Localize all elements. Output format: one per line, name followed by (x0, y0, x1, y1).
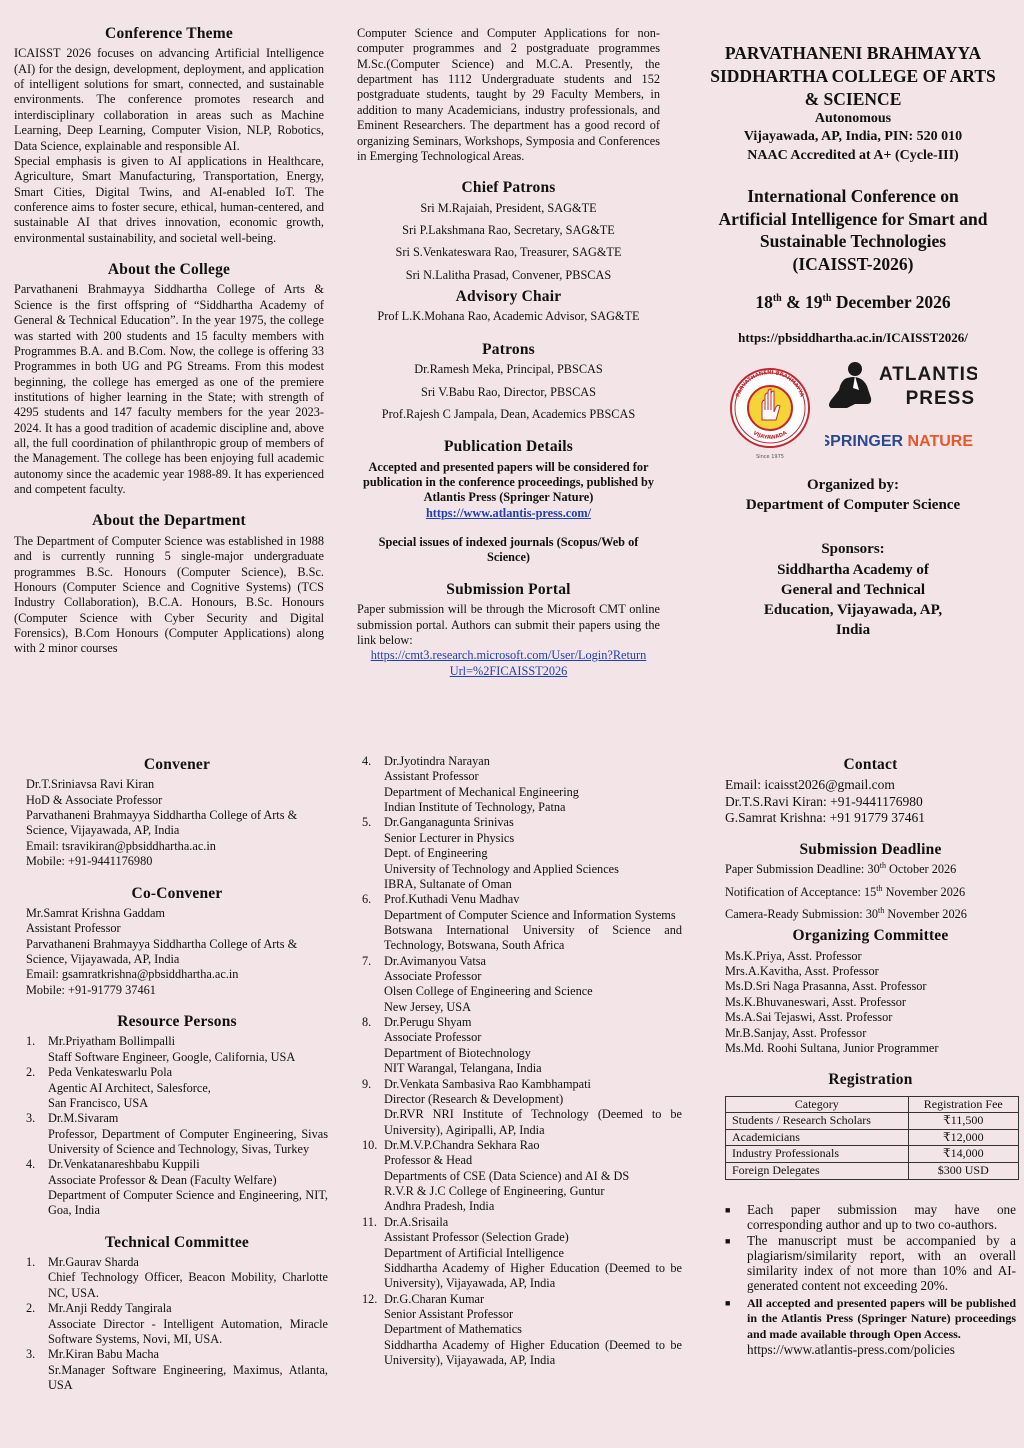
chief-patron-2: Sri P.Lakshmana Rao, Secretary, SAG&TE (402, 222, 615, 237)
about-college-heading: About the College (107, 261, 231, 279)
chief-patron-4: Sri N.Lalitha Prasad, Convener, PBSCAS (405, 267, 612, 282)
logos-row (680, 360, 1024, 460)
college-seal-logo (729, 360, 811, 460)
about-department-heading: About the Department (92, 512, 246, 530)
conference-title-line-3: Sustainable Technologies (759, 231, 947, 252)
resource-persons-list (26, 1034, 328, 1218)
chief-patrons-heading: Chief Patrons (461, 179, 556, 197)
conference-theme-paragraph-1: ICAISST 2026 focuses on advancing Artificial Intelligence (AI) for the design, development, deployment, and application of intelligent solutions for smart, connected, and sustainable environments. The conference promotes research and interdisciplinary collaboration in areas such as Machine Learning, Deep Learning, Computer Vision, NLP, Robotics, Data Science, explainable and responsible AI. (14, 46, 324, 153)
list-item: 8. Dr.Perugu Shyam Associate Professor Department of Biotechnology NIT Warangal, Telangana, India (362, 1015, 542, 1076)
list-item: Ms.D.Sri Naga Prasanna, Asst. Professor (725, 979, 927, 994)
conference-theme-paragraph-2: Special emphasis is given to AI applications in Healthcare, Agriculture, Smart Manufacturing, Transportation, Energy, Smart Cities, Digital Twins, and AI-enabled IoT. The conference aims to foster secure, ethical, human-centered, and sustainable AI that drives innovation, economic growth, environmental sustainability, and societal well-being. (14, 153, 324, 245)
list-item: ■ All accepted and presented papers will be published in the Atlantis Press (Springer Nature) proceedings and made available through Open Access. https://www.atlantis-press.com/policies (725, 1295, 1016, 1358)
list-item: Ms.K.Priya, Asst. Professor (725, 948, 862, 963)
cmt-submission-link[interactable]: https://cmt3.research.microsoft.com/User/Login?Return Url=%2FICAISST2026 (370, 648, 647, 678)
resource-persons-heading: Resource Persons (117, 1013, 237, 1031)
top-left-column (14, 24, 324, 657)
paper-submission-deadline: Paper Submission Deadline: 30th October 2026 (725, 861, 957, 877)
college-name-line-2: SIDDHARTHA COLLEGE OF ARTS (710, 65, 996, 86)
college-name-line-1: PARVATHANENI BRAHMAYYA (724, 43, 982, 63)
conference-acronym: (ICAISST-2026) (792, 254, 914, 275)
special-issues-text: Special issues of indexed journals (Scopus/Web of Science) (378, 535, 639, 565)
square-bullet-icon: ■ (725, 1204, 731, 1215)
autonomous-label: Autonomous (814, 111, 892, 127)
college-address: Vijayawada, AP, India, PIN: 520 010 (743, 129, 963, 145)
conference-theme-heading: Conference Theme (105, 25, 233, 42)
svg-text:PRESS: PRESS (905, 387, 975, 409)
technical-committee-heading: Technical Committee (105, 1233, 249, 1251)
list-item: 4. Dr.Jyotindra Narayan Assistant Professor Department of Mechanical Engineering Indian Institute of Technology, Patna (362, 754, 579, 815)
convener-mobile: Mobile: +91-9441176980 (26, 854, 153, 869)
advisory-chair-1: Prof L.K.Mohana Rao, Academic Advisor, SAG&TE (377, 309, 640, 324)
policies-link[interactable]: https://www.atlantis-press.com/policies (747, 1342, 955, 1358)
contact-details (725, 777, 1016, 826)
organized-by-label: Organized by: (806, 477, 900, 494)
submission-portal-text: Paper submission will be through the Microsoft CMT online submission portal. Authors can submit their papers using the link below: (357, 602, 660, 647)
list-item: 2. Peda Venkateswarlu Pola Agentic AI Architect, Salesforce, San Francisco, USA (26, 1065, 211, 1110)
convener-details: Dr.T.Sriniavsa Ravi Kiran HoD & Associate Professor Parvathaneni Brahmayya Siddhartha College of Arts & Science, Vijayawada, AP, India Email: tsravikiran@pbsiddhartha.ac.in Mobile: +91-9441176980 (26, 777, 328, 869)
list-item: 4. Dr.Venkatanareshbabu Kuppili Associate Professor & Dean (Faculty Welfare) Department of Computer Science and Engineering, NIT, Goa, India (26, 1157, 328, 1218)
publication-details-text: Accepted and presented papers will be considered for publication in the conference proceedings, published by Atlantis Press (Springer Nature) (363, 459, 654, 505)
svg-text:ATLANTIS: ATLANTIS (879, 363, 977, 385)
table-header: Category (726, 1096, 909, 1113)
list-item: Mr.B.Sanjay, Asst. Professor (725, 1025, 867, 1040)
registration-notes (725, 1202, 1016, 1358)
convener-email: Email: tsravikiran@pbsiddhartha.ac.in (26, 838, 216, 853)
patron-3: Prof.Rajesh C Jampala, Dean, Academics PBSCAS (381, 406, 636, 421)
list-item: ■ The manuscript must be accompanied by a plagiarism/similarity report, with an overall similarity index of not more than 10% and AI-generated content not exceeding 20%. (725, 1232, 1016, 1294)
conference-website-link[interactable]: https://pbsiddhartha.ac.in/ICAISST2026/ (738, 329, 968, 345)
technical-committee-list-continued (362, 754, 682, 1368)
sponsor-line-2: General and Technical (780, 581, 926, 598)
list-item: 3. Mr.Kiran Babu Macha Sr.Manager Software Engineering, Maximus, Atlanta, USA (26, 1347, 328, 1392)
top-middle-column (357, 26, 660, 679)
contact-email: Email: icaisst2026@gmail.com (725, 777, 895, 793)
list-item: Mrs.A.Kavitha, Asst. Professor (725, 964, 879, 979)
svg-text:Since 1975: Since 1975 (756, 454, 784, 461)
list-item: 5. Dr.Ganganagunta Srinivas Senior Lecturer in Physics Dept. of Engineering University of Technology and Applied Sciences IBRA, Sultanate of Oman (362, 815, 619, 891)
contact-phone-1: Dr.T.S.Ravi Kiran: +91-9441176980 (725, 793, 923, 809)
registration-fee-table (725, 1096, 1019, 1180)
list-item: 2. Mr.Anji Reddy Tangirala Associate Director - Intelligent Automation, Miracle Software Systems, Novi, MI, USA. (26, 1301, 328, 1346)
conference-dates: 18th & 19th December 2026 (755, 291, 951, 312)
college-name-line-3: & SCIENCE (804, 88, 902, 109)
square-bullet-icon: ■ (725, 1297, 731, 1308)
submission-deadline-heading: Submission Deadline (799, 840, 942, 858)
table-row: Academicians ₹12,000 (726, 1129, 1019, 1146)
list-item: Ms.Md. Roohi Sultana, Junior Programmer (725, 1040, 939, 1055)
thinker-icon (829, 362, 871, 408)
list-item: 9. Dr.Venkata Sambasiva Rao Kambhampati Director (Research & Development) Dr.RVR NRI Institute of Technology (Deemed to be University), Agiripalli, AP, India (362, 1076, 682, 1137)
bottom-middle-column (362, 754, 682, 1368)
bottom-left-column (26, 755, 328, 1393)
list-item: 10. Dr.M.V.P.Chandra Sekhara Rao Professor & Head Departments of CSE (Data Science) and AI & DS R.V.R & J.C College of Engineering, Guntur Andhra Pradesh, India (362, 1137, 630, 1214)
svg-text:PARVATHANENI BRAHMAYYA: PARVATHANENI BRAHMAYYA (735, 370, 805, 398)
organizing-committee-list (725, 949, 1016, 1057)
about-department-text: The Department of Computer Science was established in 1988 and is currently running 5 single-major undergraduate programmes B.Sc. Honours (Computer Science), B.Sc. Honours (Computer Science and Cognitive Systems) (TCS Industry Collaboration), B.C.A. Honours, B.Sc. Honours (Computer Science with Cyber Security and Digital Forensics), B.Com Honours (Computer Applications) along with 2 minor courses (14, 533, 324, 656)
list-item: 7. Dr.Avimanyou Vatsa Associate Professor Olsen College of Engineering and Science New Jersey, USA (362, 953, 593, 1014)
list-item: 1. Mr.Gaurav Sharda Chief Technology Officer, Beacon Mobility, Charlotte NC, USA. (26, 1255, 328, 1300)
co-convener-heading: Co-Convener (131, 884, 223, 902)
list-item: ■ Each paper submission may have one corresponding author and up to two co-authors. (725, 1201, 1016, 1232)
about-department-text-continued: Computer Science and Computer Applications for non-computer programmes and 2 postgraduate programmes M.Sc.(Computer Science) and M.C.A. Presently, the department has 1112 Undergraduate students and 152 postgraduate students, taught by 29 Faculty Members, in addition to many Academicians, industry professionals, and Eminent Researchers. The department has a good record of organizing Seminars, Workshops, Symposia and Conferences in Emerging Technological Areas. (357, 26, 660, 163)
patron-2: Sri V.Babu Rao, Director, PBSCAS (421, 384, 596, 399)
chief-patron-1: Sri M.Rajaiah, President, SAG&TE (420, 200, 597, 215)
submission-portal-heading: Submission Portal (446, 580, 571, 598)
list-item: 12. Dr.G.Charan Kumar Senior Assistant Professor Department of Mathematics Siddhartha Academy of Higher Education (Deemed to be University), Vijayawada, AP, India (362, 1291, 682, 1368)
naac-accreditation: NAAC Accredited at A+ (Cycle-III) (747, 147, 959, 163)
about-college-text: Parvathaneni Brahmayya Siddhartha College of Arts & Science is the first offspring of “Siddhartha Academy of General & Technical Education”. In the year 1975, the college was started with 200 students and 15 faculty members with Programmes B.A. and B.Com. Now, the college is offering 33 Programmes in both UG and PG Streams. From this modest beginning, the college has emerged as one of the premiere institutions of higher learning in the State; with strength of 4295 students and 147 faculty members for the year 2023-2024. It has a good tradition of academic discipline and, above all, the full coordination of philanthropic group of members of the Management. The college has been enjoying full academic autonomy since the academic year 1988-89. It has experienced and competent faculty. (14, 282, 324, 497)
camera-ready-deadline: Camera-Ready Submission: 30th November 2026 (725, 905, 967, 922)
square-bullet-icon: ■ (725, 1235, 731, 1246)
list-item: 3. Dr.M.Sivaram Professor, Department of Computer Engineering, Sivas University of Science and Technology, Sivas, Turkey (26, 1111, 328, 1156)
sponsor-line-3: Education, Vijayawada, AP, (763, 602, 943, 619)
list-item: Ms.K.Bhuvaneswari, Asst. Professor (725, 994, 907, 1009)
co-convener-details: Mr.Samrat Krishna Gaddam Assistant Professor Parvathaneni Brahmayya Siddhartha College of Arts & Science, Vijayawada, AP, India Email: gsamratkrishna@pbsiddhartha.ac.in Mobile: +91-91779 37461 (26, 906, 328, 998)
list-item: 11. Dr.A.Srisaila Assistant Professor (Selection Grade) Department of Artificial Intelligence Siddhartha Academy of Higher Education (Deemed to be University), Vijayawada, AP, India (362, 1214, 682, 1291)
technical-committee-list (26, 1255, 328, 1393)
contact-heading: Contact (843, 756, 898, 773)
patron-1: Dr.Ramesh Meka, Principal, PBSCAS (414, 362, 603, 377)
atlantis-springer-logo (825, 360, 977, 460)
patrons-heading: Patrons (482, 340, 535, 358)
atlantis-press-link[interactable]: https://www.atlantis-press.com/ (425, 505, 592, 520)
organizing-committee-heading: Organizing Committee (792, 927, 949, 945)
list-item: 6. Prof.Kuthadi Venu Madhav Department of Computer Science and Information Systems Botswana International University of Science and Technology, Botswana, South Africa (362, 892, 682, 953)
convener-heading: Convener (143, 756, 211, 773)
contact-phone-2: G.Samrat Krishna: +91 91779 37461 (725, 809, 925, 825)
table-row: Foreign Delegates $300 USD (726, 1163, 1019, 1180)
advisory-chair-heading: Advisory Chair (455, 288, 562, 306)
list-item: Ms.A.Sai Tejaswi, Asst. Professor (725, 1010, 893, 1025)
co-convener-mobile: Mobile: +91-91779 37461 (26, 982, 156, 997)
conference-title-line-2: Artificial Intelligence for Smart and (718, 208, 988, 229)
conference-title-line-1: International Conference on (747, 185, 959, 206)
publication-details-heading: Publication Details (443, 438, 574, 456)
sponsors-label: Sponsors: (821, 541, 885, 558)
notification-of-acceptance: Notification of Acceptance: 15th November 2026 (725, 883, 966, 899)
chief-patron-3: Sri S.Venkateswara Rao, Treasurer, SAG&TE (395, 245, 622, 260)
sponsor-line-4: India (835, 622, 871, 639)
table-header: Registration Fee (908, 1096, 1018, 1113)
springer-nature-wordmark: SPRINGER NATURE (825, 432, 973, 450)
list-item: 1. Mr.Priyatham Bollimpalli Staff Software Engineer, Google, California, USA (26, 1034, 296, 1064)
organizer-name: Department of Computer Science (745, 496, 961, 513)
table-row: Students / Research Scholars ₹11,500 (726, 1113, 1019, 1130)
bottom-right-column (725, 755, 1016, 1358)
sponsor-line-1: Siddhartha Academy of (777, 561, 929, 578)
co-convener-email: Email: gsamratkrishna@pbsiddhartha.ac.in (26, 967, 239, 982)
registration-heading: Registration (828, 1071, 913, 1089)
table-row: Industry Professionals ₹14,000 (726, 1146, 1019, 1163)
svg-text:VIJAYAWADA: VIJAYAWADA (751, 430, 789, 442)
cover-panel (680, 42, 1024, 641)
